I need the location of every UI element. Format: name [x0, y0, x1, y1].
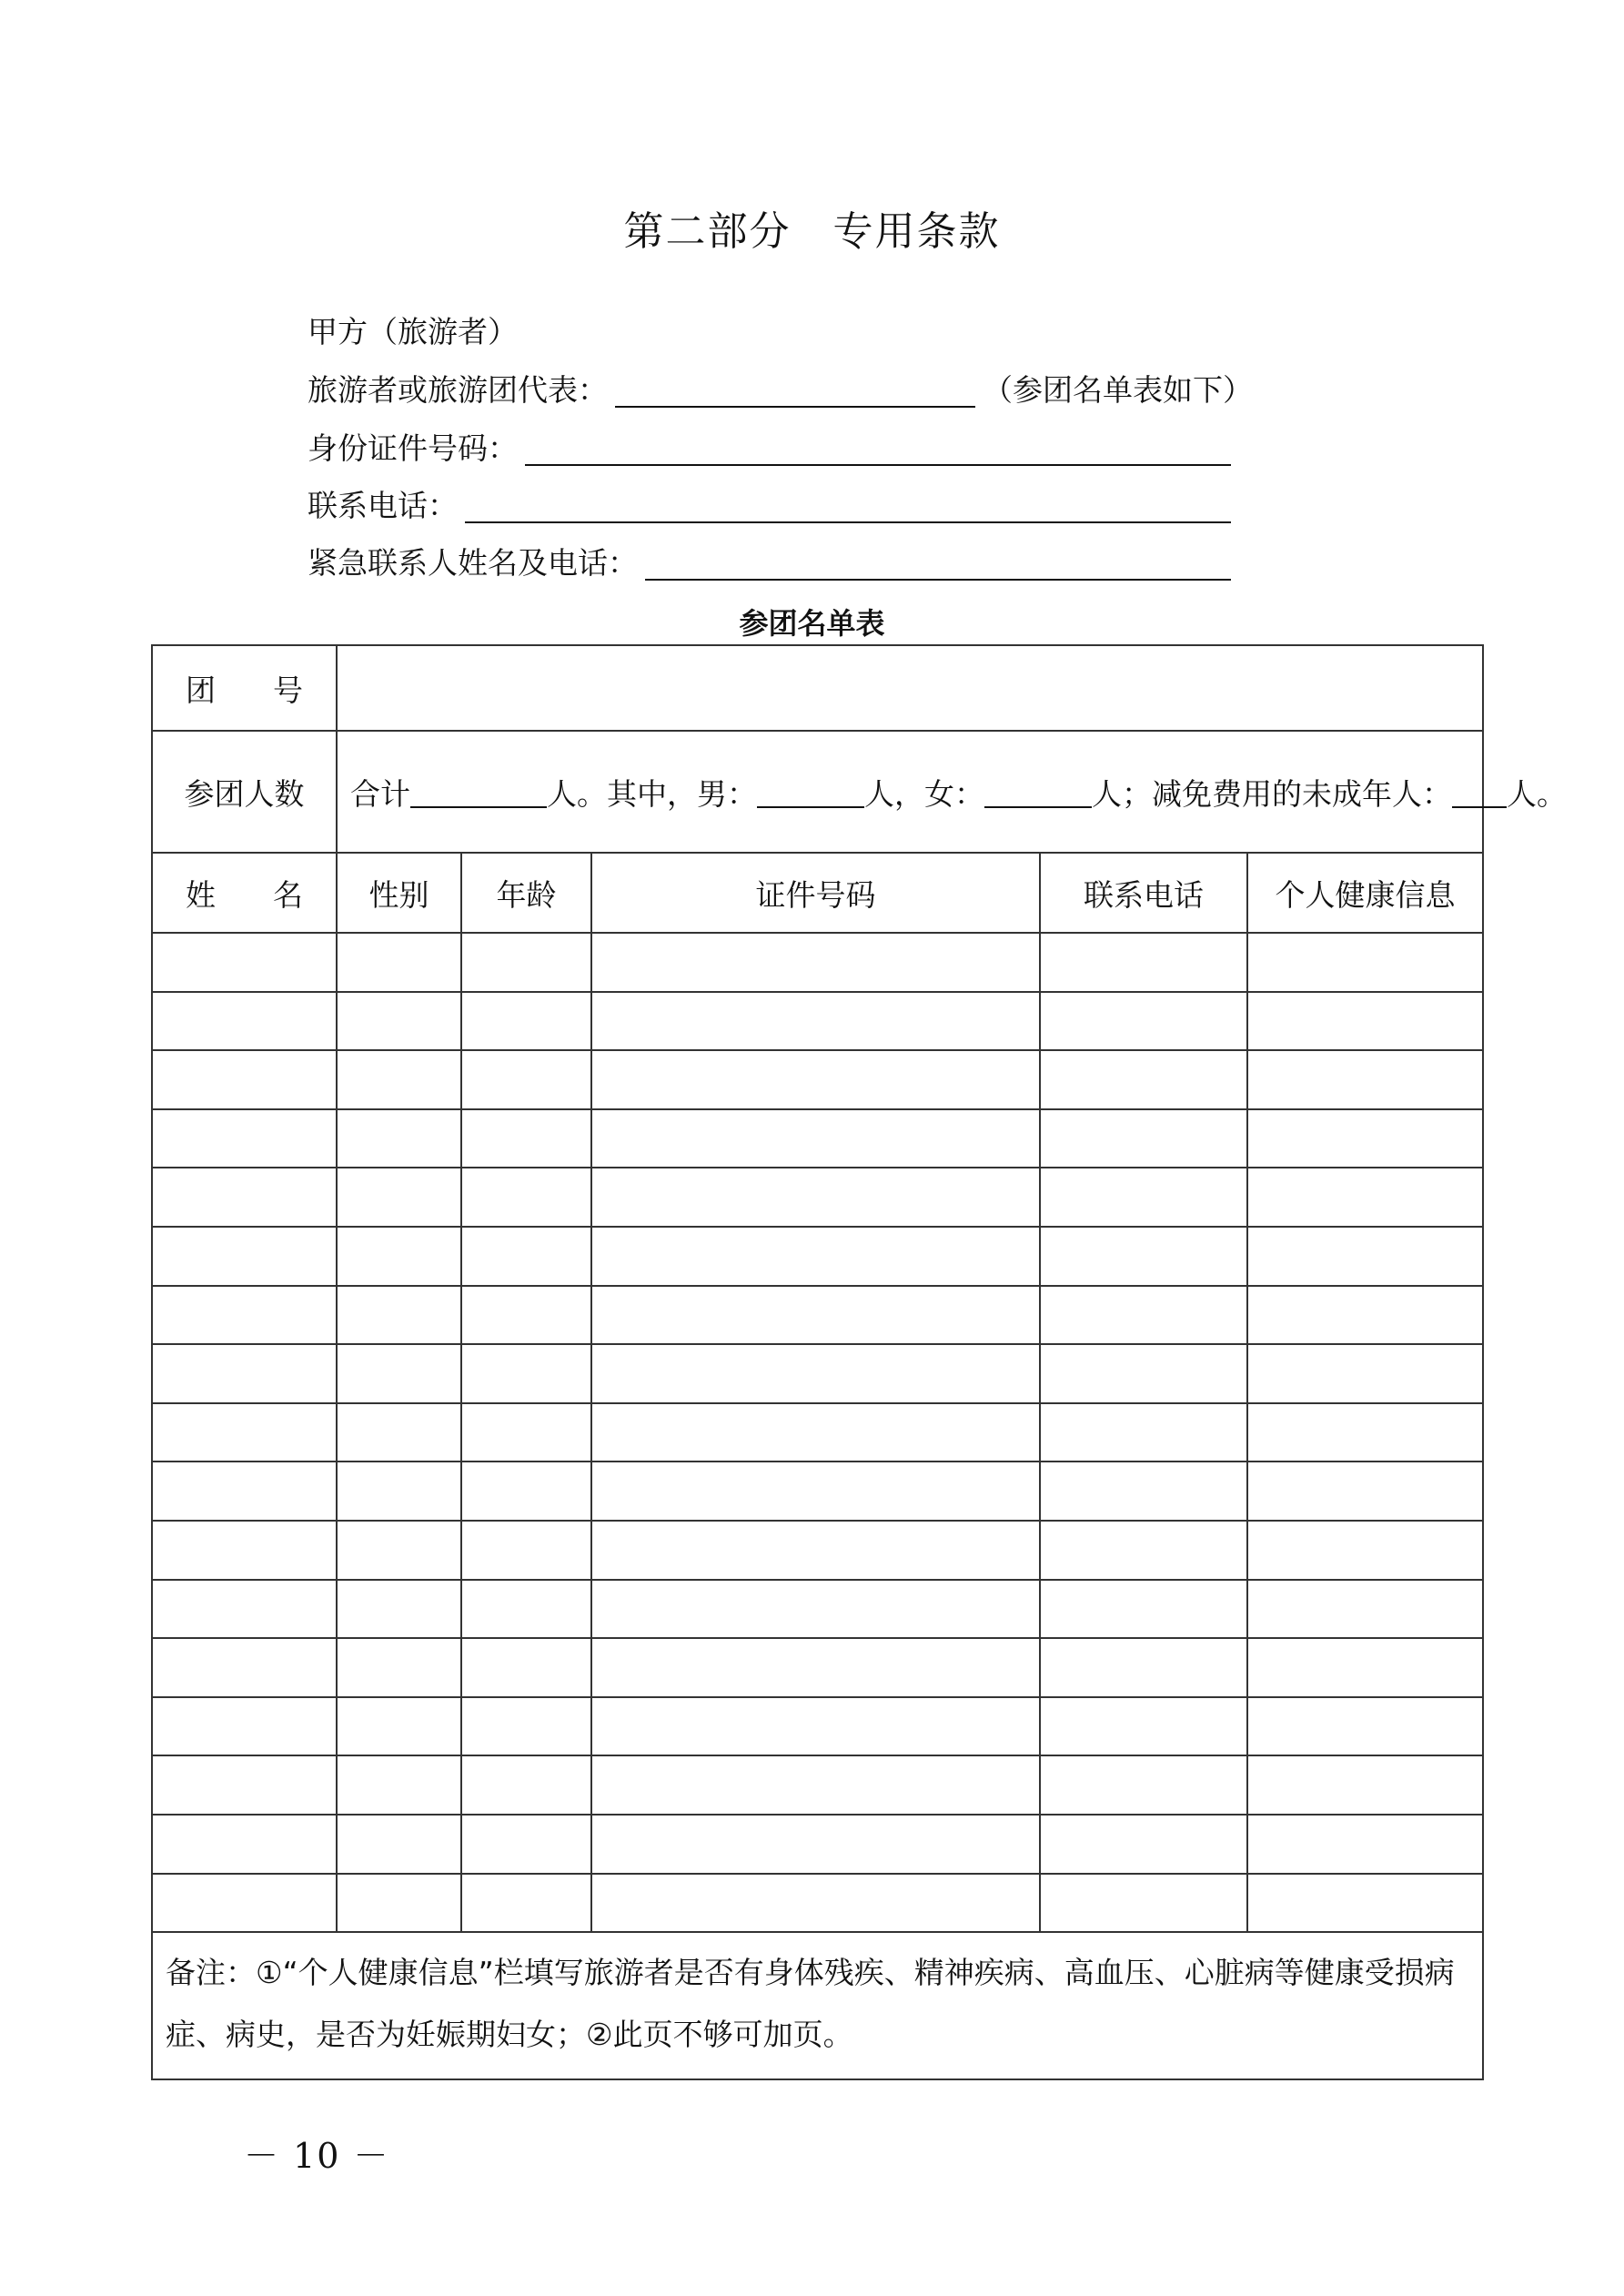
table-row [152, 1815, 1483, 1874]
health-cell[interactable] [1247, 1874, 1483, 1933]
table-row [152, 1874, 1483, 1933]
age-cell[interactable] [461, 1050, 591, 1109]
table-row [152, 933, 1483, 992]
phone-cell[interactable] [1040, 1580, 1247, 1639]
table-row [152, 1050, 1483, 1109]
health-cell[interactable] [1247, 992, 1483, 1051]
col-header-name-char-1: 姓 [186, 876, 216, 913]
phone-cell[interactable] [1040, 1638, 1247, 1697]
health-cell[interactable] [1247, 1815, 1483, 1874]
health-cell[interactable] [1247, 1638, 1483, 1697]
gender-cell[interactable] [337, 1344, 461, 1403]
id-cell[interactable] [591, 992, 1040, 1051]
age-cell[interactable] [461, 1286, 591, 1345]
col-header-gender: 性别 [337, 853, 461, 933]
id-cell[interactable] [591, 1286, 1040, 1345]
phone-blank[interactable] [465, 485, 1231, 523]
representative-blank[interactable] [615, 369, 975, 408]
representative-label: 旅游者或旅游团代表： [308, 372, 608, 408]
table-row [152, 1168, 1483, 1227]
gender-cell[interactable] [337, 1286, 461, 1345]
name-cell[interactable] [152, 992, 337, 1051]
name-cell[interactable] [152, 1227, 337, 1286]
health-cell[interactable] [1247, 1755, 1483, 1815]
count-end-label: 人。 [1507, 775, 1567, 812]
age-cell[interactable] [461, 933, 591, 992]
phone-cell[interactable] [1040, 1050, 1247, 1109]
phone-cell[interactable] [1040, 1168, 1247, 1227]
table-row [152, 1580, 1483, 1639]
age-cell[interactable] [461, 1109, 591, 1168]
name-cell[interactable] [152, 933, 337, 992]
table-row [152, 1403, 1483, 1462]
health-cell[interactable] [1247, 1286, 1483, 1345]
health-cell[interactable] [1247, 1521, 1483, 1580]
representative-field [308, 368, 1253, 413]
age-cell[interactable] [461, 1697, 591, 1756]
phone-cell[interactable] [1040, 1344, 1247, 1403]
count-minor-label: 人；减免费用的未成年人： [1092, 775, 1452, 812]
id-cell[interactable] [591, 1521, 1040, 1580]
name-cell[interactable] [152, 1521, 337, 1580]
name-cell[interactable] [152, 1050, 337, 1109]
age-cell[interactable] [461, 1462, 591, 1521]
count-male-label: 人。其中，男： [547, 775, 757, 812]
group-number-label-char-2: 号 [273, 672, 303, 708]
health-cell[interactable] [1247, 1227, 1483, 1286]
name-cell[interactable] [152, 1580, 337, 1639]
phone-field [308, 483, 1238, 529]
health-cell[interactable] [1247, 1403, 1483, 1462]
id-cell[interactable] [591, 933, 1040, 992]
age-cell[interactable] [461, 1815, 591, 1874]
health-cell[interactable] [1247, 1168, 1483, 1227]
id-cell[interactable] [591, 1050, 1040, 1109]
id-cell[interactable] [591, 1874, 1040, 1933]
age-cell[interactable] [461, 1874, 591, 1933]
col-header-health: 个人健康信息 [1247, 853, 1483, 933]
age-cell[interactable] [461, 1521, 591, 1580]
age-cell[interactable] [461, 1344, 591, 1403]
col-header-name [152, 853, 337, 933]
phone-cell[interactable] [1040, 1286, 1247, 1345]
gender-cell[interactable] [337, 1874, 461, 1933]
table-row [152, 1638, 1483, 1697]
phone-cell[interactable] [1040, 1874, 1247, 1933]
phone-cell[interactable] [1040, 1521, 1247, 1580]
table-row [152, 1755, 1483, 1815]
health-cell[interactable] [1247, 1050, 1483, 1109]
name-cell[interactable] [152, 1168, 337, 1227]
roster-table [151, 644, 1567, 2080]
id-cell[interactable] [591, 1815, 1040, 1874]
gender-cell[interactable] [337, 1462, 461, 1521]
gender-cell[interactable] [337, 1815, 461, 1874]
name-cell[interactable] [152, 1403, 337, 1462]
name-cell[interactable] [152, 1286, 337, 1345]
id-cell[interactable] [591, 1638, 1040, 1697]
phone-cell[interactable] [1040, 1697, 1247, 1756]
col-header-age: 年龄 [461, 853, 591, 933]
health-cell[interactable] [1247, 933, 1483, 992]
name-cell[interactable] [152, 1638, 337, 1697]
health-cell[interactable] [1247, 1697, 1483, 1756]
name-cell[interactable] [152, 1344, 337, 1403]
roster-body [152, 933, 1483, 1932]
table-row [152, 1344, 1483, 1403]
emergency-contact-label: 紧急联系人姓名及电话： [308, 545, 638, 581]
id-cell[interactable] [591, 1403, 1040, 1462]
id-cell[interactable] [591, 1344, 1040, 1403]
health-cell[interactable] [1247, 1462, 1483, 1521]
emergency-contact-field [308, 541, 1238, 586]
group-number-label-cell [152, 645, 337, 731]
age-cell[interactable] [461, 992, 591, 1051]
age-cell[interactable] [461, 1227, 591, 1286]
gender-cell[interactable] [337, 1168, 461, 1227]
phone-cell[interactable] [1040, 933, 1247, 992]
col-header-name-char-2: 名 [273, 876, 303, 913]
age-cell[interactable] [461, 1580, 591, 1639]
age-cell[interactable] [461, 1638, 591, 1697]
count-female-label: 人，女： [864, 775, 984, 812]
gender-cell[interactable] [337, 1580, 461, 1639]
phone-cell[interactable] [1040, 1815, 1247, 1874]
gender-cell[interactable] [337, 992, 461, 1051]
col-header-phone: 联系电话 [1040, 853, 1247, 933]
page-number: － 10 － [244, 2136, 390, 2176]
name-cell[interactable] [152, 1815, 337, 1874]
id-cell[interactable] [591, 1462, 1040, 1521]
name-cell[interactable] [152, 1109, 337, 1168]
group-number-value-cell[interactable] [337, 645, 1483, 731]
participant-count-row [152, 731, 1483, 853]
name-cell[interactable] [152, 1462, 337, 1521]
gender-cell[interactable] [337, 933, 461, 992]
age-cell[interactable] [461, 1403, 591, 1462]
name-cell[interactable] [152, 1755, 337, 1815]
participant-count-label: 参团人数 [152, 731, 337, 853]
gender-cell[interactable] [337, 1638, 461, 1697]
table-note: 备注：①“个人健康信息”栏填写旅游者是否有身体残疾、精神疾病、高血压、心脏病等健康受损病症、病史，是否为妊娠期妇女；②此页不够可加页。 [152, 1932, 1483, 2079]
party-a-header-label: 甲方（旅游者） [308, 314, 518, 349]
health-cell[interactable] [1247, 1344, 1483, 1403]
health-cell[interactable] [1247, 1109, 1483, 1168]
phone-cell[interactable] [1040, 1462, 1247, 1521]
group-number-row [152, 645, 1483, 731]
id-cell[interactable] [591, 1755, 1040, 1815]
phone-cell[interactable] [1040, 1109, 1247, 1168]
count-female-blank[interactable] [984, 774, 1092, 808]
table-row [152, 1462, 1483, 1521]
count-minor-blank[interactable] [1452, 774, 1507, 808]
gender-cell[interactable] [337, 1227, 461, 1286]
gender-cell[interactable] [337, 1403, 461, 1462]
gender-cell[interactable] [337, 1697, 461, 1756]
representative-suffix: （参团名单表如下） [983, 372, 1253, 408]
table-row [152, 1286, 1483, 1345]
table-row [152, 1109, 1483, 1168]
gender-cell[interactable] [337, 1521, 461, 1580]
id-number-blank[interactable] [525, 428, 1231, 466]
column-header-row [152, 853, 1483, 933]
id-cell[interactable] [591, 1580, 1040, 1639]
table-row [152, 992, 1483, 1051]
count-total-blank[interactable] [410, 774, 547, 808]
id-number-field [308, 426, 1238, 471]
gender-cell[interactable] [337, 1050, 461, 1109]
col-header-id: 证件号码 [591, 853, 1040, 933]
gender-cell[interactable] [337, 1755, 461, 1815]
emergency-contact-blank[interactable] [645, 542, 1231, 581]
table-row [152, 1521, 1483, 1580]
roster-table-title: 参团名单表 [739, 606, 885, 641]
phone-cell[interactable] [1040, 1403, 1247, 1462]
phone-cell[interactable] [1040, 1227, 1247, 1286]
table-row [152, 1227, 1483, 1286]
participant-count-cell [337, 731, 1567, 853]
phone-cell[interactable] [1040, 1755, 1247, 1815]
health-cell[interactable] [1247, 1580, 1483, 1639]
count-total-label: 合计 [350, 775, 410, 812]
id-cell[interactable] [591, 1109, 1040, 1168]
table-row [152, 1697, 1483, 1756]
gender-cell[interactable] [337, 1109, 461, 1168]
group-number-label-char-1: 团 [186, 672, 216, 708]
note-row [152, 1932, 1483, 2079]
count-male-blank[interactable] [757, 774, 864, 808]
party-a-header [308, 309, 518, 355]
id-cell[interactable] [591, 1168, 1040, 1227]
name-cell[interactable] [152, 1697, 337, 1756]
age-cell[interactable] [461, 1755, 591, 1815]
id-cell[interactable] [591, 1227, 1040, 1286]
phone-label: 联系电话： [308, 488, 458, 523]
age-cell[interactable] [461, 1168, 591, 1227]
name-cell[interactable] [152, 1874, 337, 1933]
page-title: 第二部分 专用条款 [623, 208, 1001, 255]
id-number-label: 身份证件号码： [308, 430, 518, 466]
phone-cell[interactable] [1040, 992, 1247, 1051]
id-cell[interactable] [591, 1697, 1040, 1756]
